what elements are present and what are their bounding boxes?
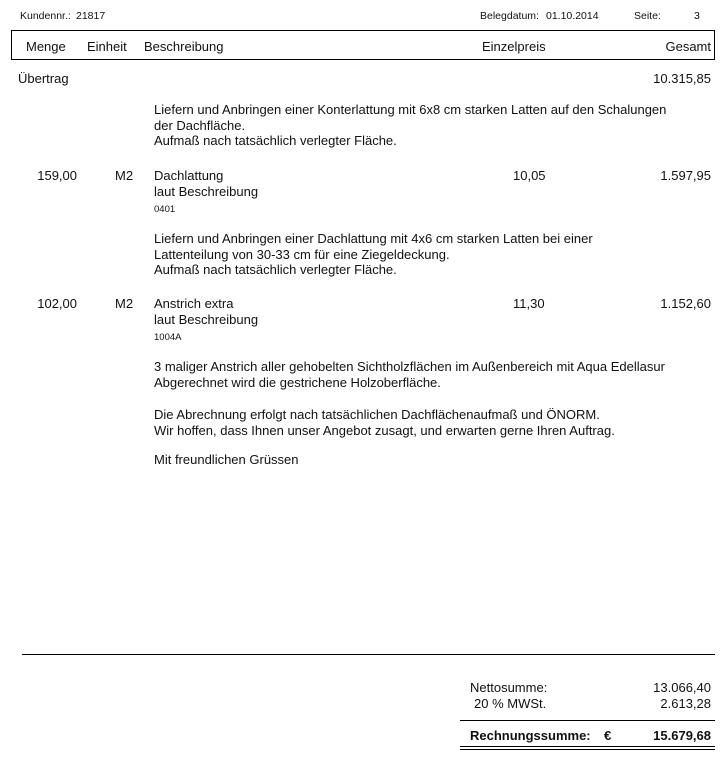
- closing-line: Wir hoffen, dass Ihnen unser Angebot zusagt, und erwarten gerne Ihren Auftrag.: [154, 422, 615, 438]
- item-2-description-line: 3 maliger Anstrich aller gehobelten Sichtholzflächen im Außenbereich mit Aqua Edellasur: [154, 359, 665, 374]
- net-total-value: 13.066,40: [653, 680, 711, 695]
- total-underline-2: [460, 749, 715, 750]
- item-1-total: 1.597,95: [660, 168, 711, 183]
- item-2-quantity: 102,00: [37, 296, 77, 311]
- carry-over-value: 10.315,85: [653, 71, 711, 86]
- document-date-value: 01.10.2014: [546, 10, 599, 22]
- closing-line: Die Abrechnung erfolgt nach tatsächlichen Dachflächenaufmaß und ÖNORM.: [154, 407, 600, 422]
- item-1-quantity: 159,00: [37, 168, 77, 183]
- item-2-code: 1004A: [154, 332, 182, 343]
- invoice-total-label: Rechnungssumme:: [470, 728, 591, 743]
- item-2-subtitle: laut Beschreibung: [154, 312, 259, 327]
- totals-divider: [460, 720, 715, 721]
- total-underline-1: [460, 746, 715, 747]
- net-total-label: Nettosumme:: [470, 680, 548, 695]
- page-number: 3: [694, 10, 700, 22]
- item-1-description: [154, 231, 593, 278]
- vat-label: 20 % MWSt.: [474, 696, 547, 711]
- invoice-total-value: 15.679,68: [653, 728, 711, 743]
- closing-greeting: Mit freundlichen Grüssen: [154, 452, 299, 467]
- footer-divider: [22, 654, 715, 655]
- item-2-total: 1.152,60: [660, 296, 711, 311]
- vat-value: 2.613,28: [660, 696, 711, 711]
- item-2-description: [154, 359, 665, 390]
- column-header-total: Gesamt: [665, 39, 711, 54]
- item-2-unit-price: 11,30: [513, 296, 545, 311]
- column-header-unit: Einheit: [87, 39, 127, 54]
- column-header-quantity: Menge: [26, 39, 66, 54]
- carry-over-label: Übertrag: [18, 71, 69, 86]
- item-1-unit-price: 10,05: [513, 168, 546, 183]
- intro-line: der Dachfläche.: [154, 117, 246, 133]
- intro-text: [154, 102, 666, 149]
- item-1-code: 0401: [154, 204, 176, 215]
- document-date-label: Belegdatum:: [480, 10, 539, 22]
- item-1-unit: M2: [115, 168, 134, 183]
- intro-line: Liefern und Anbringen einer Konterlattung mit 6x8 cm starken Latten auf den Schalungen: [154, 102, 667, 117]
- item-1-title: Dachlattung: [154, 168, 224, 183]
- item-1-description-line: Lattenteilung von 30-33 cm für eine Ziegeldeckung.: [154, 246, 450, 262]
- item-1-description-line: Liefern und Anbringen einer Dachlattung mit 4x6 cm starken Latten bei einer: [154, 231, 593, 246]
- item-2-title: Anstrich extra: [154, 296, 234, 311]
- item-2-unit: M2: [115, 296, 134, 311]
- customer-number-label: Kundennr.:: [20, 10, 71, 22]
- column-header-unit-price: Einzelpreis: [482, 39, 546, 54]
- item-2-description-line: Abgerechnet wird die gestrichene Holzoberfläche.: [154, 374, 441, 390]
- page-label: Seite:: [634, 10, 661, 22]
- item-1-subtitle: laut Beschreibung: [154, 184, 259, 199]
- closing-text: [154, 407, 615, 438]
- currency-symbol: €: [604, 728, 612, 743]
- intro-line: Aufmaß nach tatsächlich verlegter Fläche.: [154, 133, 397, 148]
- item-1-description-line: Aufmaß nach tatsächlich verlegter Fläche.: [154, 262, 397, 277]
- customer-number-value: 21817: [76, 10, 106, 22]
- column-header-description: Beschreibung: [144, 39, 224, 54]
